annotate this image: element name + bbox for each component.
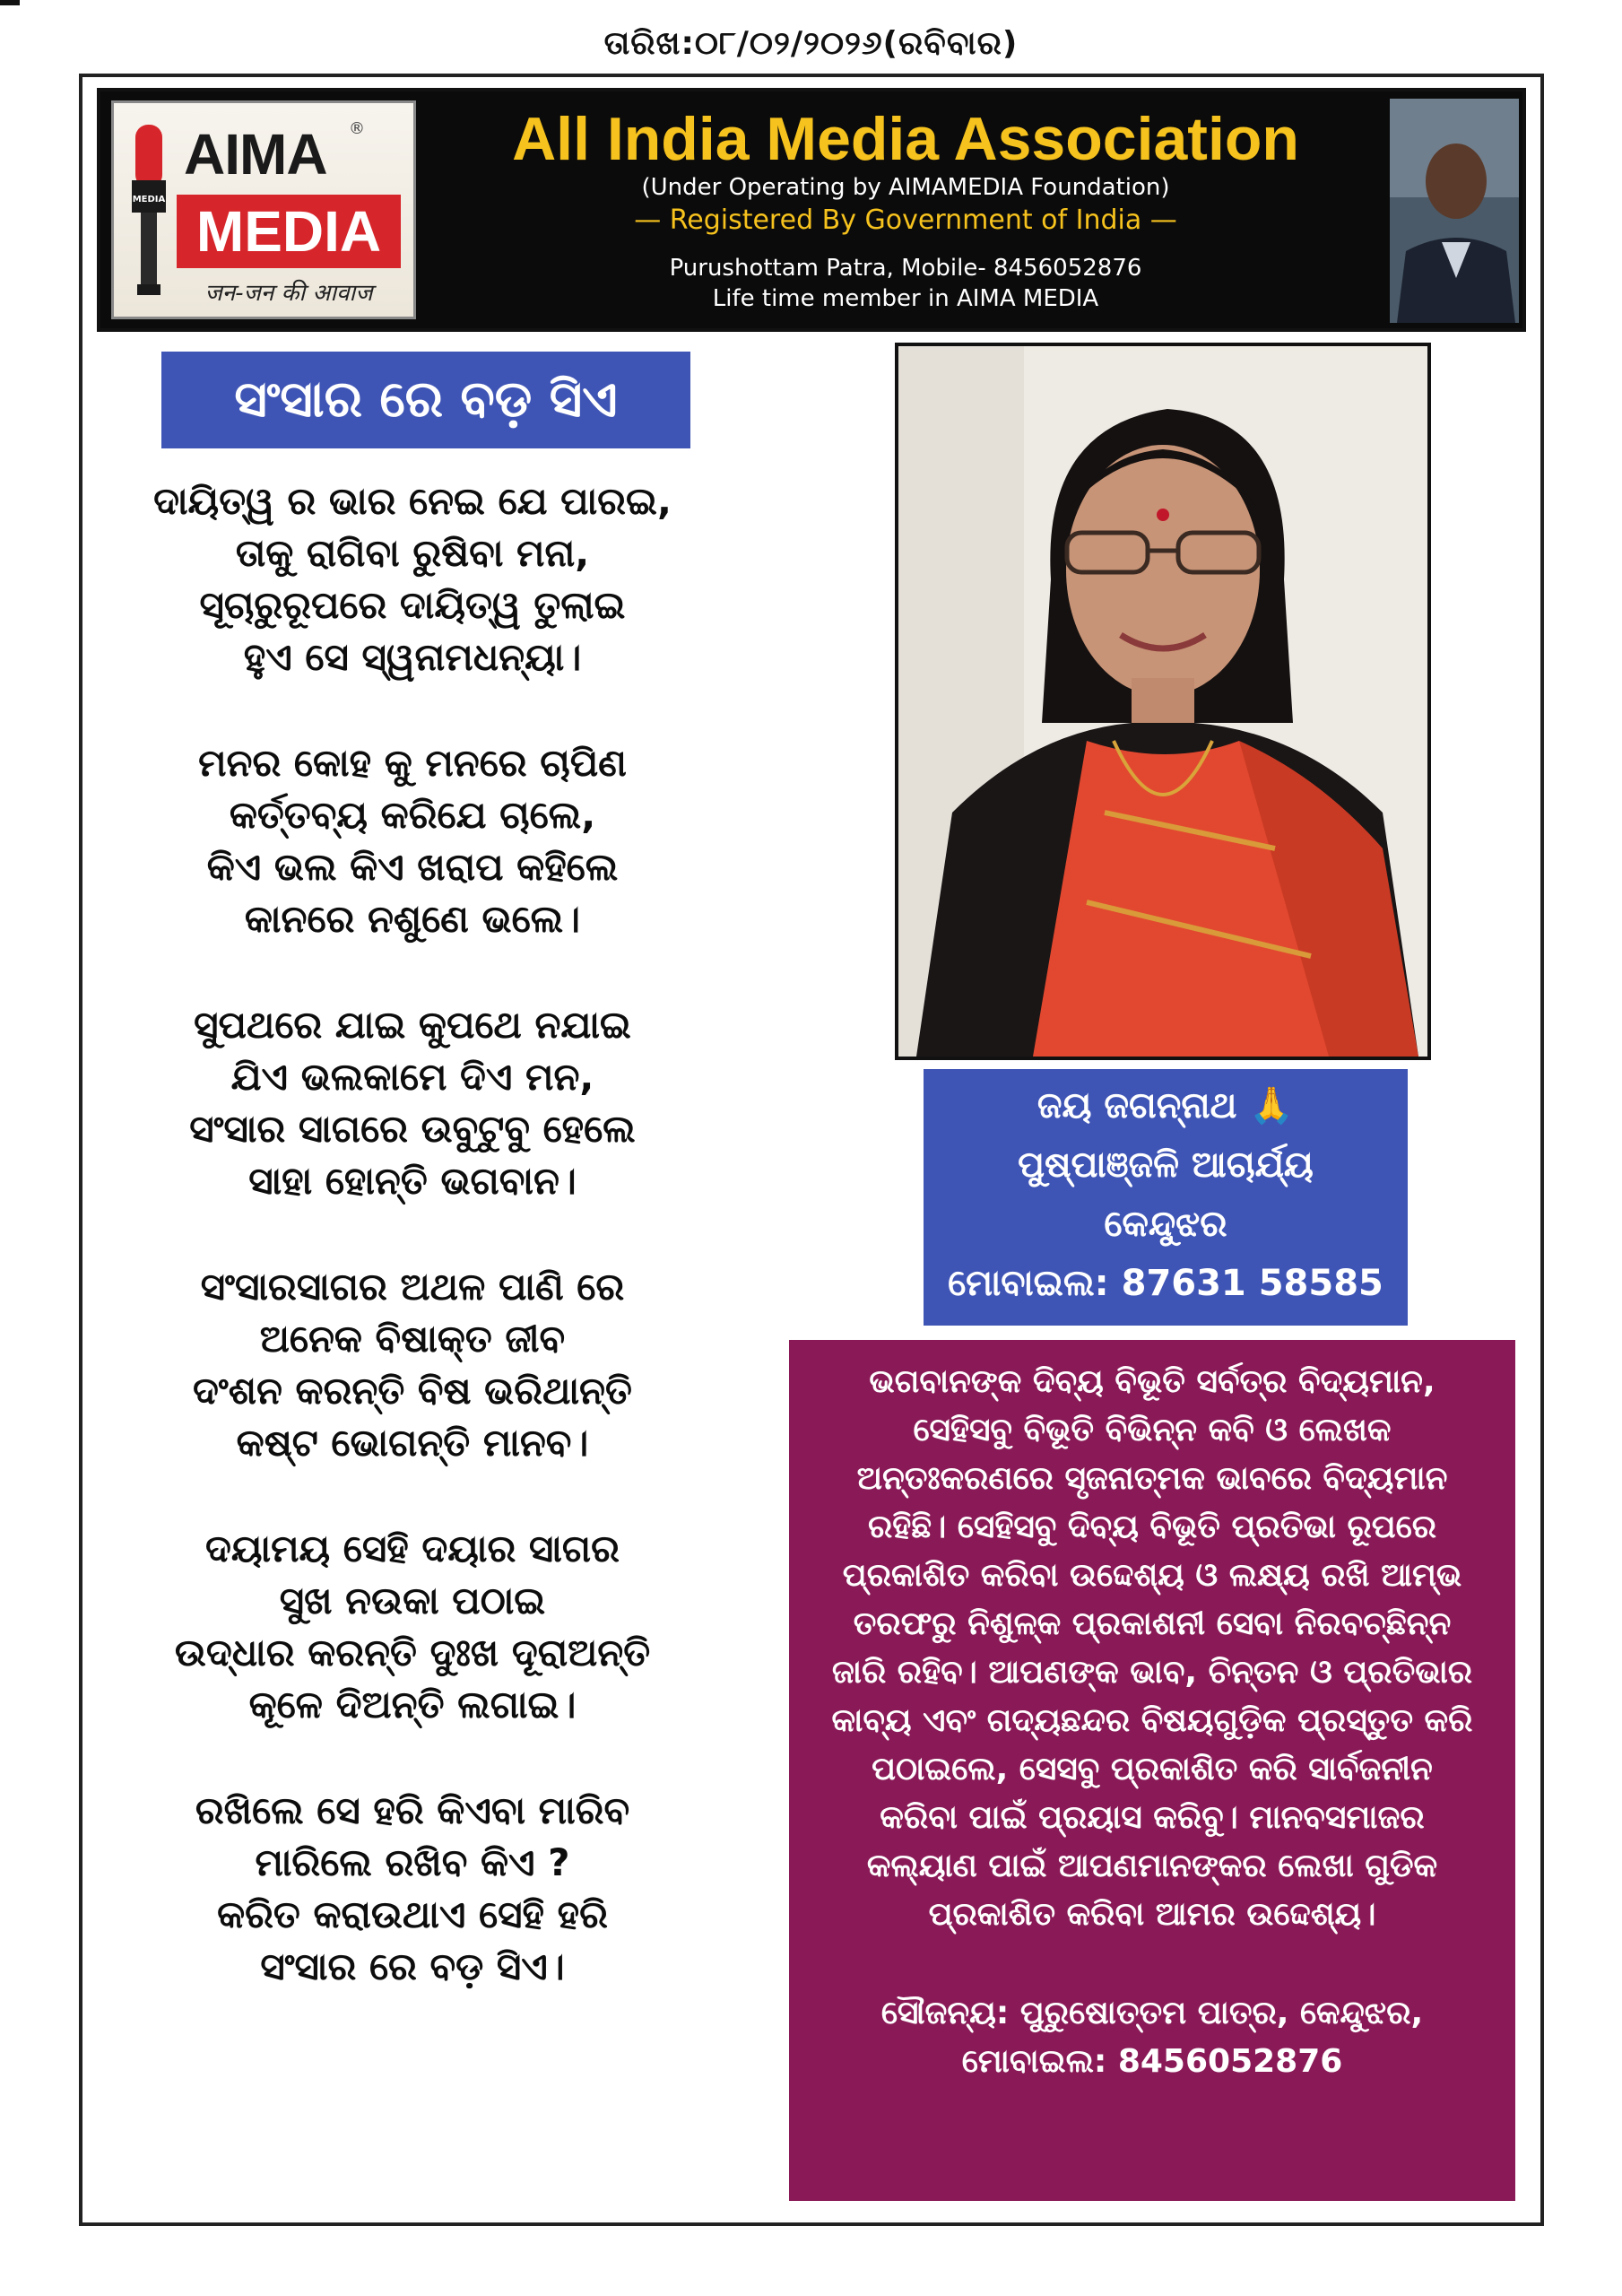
aima-banner [97, 88, 1526, 332]
poem-line: ଅନେକ ବିଷାକ୍ତ ଜୀବ [259, 1317, 566, 1361]
poem-body [108, 475, 717, 2047]
note-spacer [800, 1939, 1505, 1989]
poem-stanza-4 [108, 1261, 717, 1469]
poem-line: ସୁଖ ନଉକା ପଠାଇ [279, 1578, 546, 1622]
date-header: ତାରିଖ:୦୮/୦୨/୨୦୨୬(ରବିବାର) [603, 25, 1019, 62]
registered-mark: ® [349, 119, 365, 138]
org-member-line: Purushottam Patra, Mobile- 8456052876 [669, 255, 1142, 282]
corner-mark [0, 0, 20, 5]
logo-aima-text: AIMA [184, 122, 327, 187]
poem-line: ସଂସାର ରେ ବଡ଼ ସିଏ। [260, 1944, 565, 1988]
poem-line: ଦଂଶନ କରନ୍ତି ବିଷ ଭରିଥାନ୍ତି [193, 1369, 632, 1413]
poem-line: ସାହା ହୋନ୍ତି ଭଗବାନ। [248, 1159, 577, 1203]
note-line: କରିବା ପାଇଁ ପ୍ରୟାସ କରିବୁ। ମାନବସମାଜର [880, 1799, 1425, 1836]
note-line: ତରଫରୁ ନିଶୁଳ୍କ ପ୍ରକାଶନୀ ସେବା ନିରବଚ୍ଛିନ୍ନ [853, 1605, 1452, 1642]
poem-stanza-2 [108, 737, 717, 945]
logo-tagline: जन-जन की आवाज [204, 280, 373, 307]
note-courtesy: ସୌଜନ୍ୟ: ପୁରୁଷୋତ୍ତମ ପାତ୍ର, କେନ୍ଦୁଝର, [880, 1995, 1424, 2031]
poem-line: ତାକୁ ରାଗିବା ରୁଷିବା ମନା, [235, 531, 590, 575]
microphone-icon [128, 121, 169, 300]
poem-title: ସଂସାର ରେ ବଡ଼ ସିଏ [161, 352, 690, 448]
logo-media-text: MEDIA [177, 195, 401, 268]
note-line: କାବ୍ୟ ଏବଂ ଗଦ୍ୟଛନ୍ଦର ବିଷୟଗୁଡ଼ିକ ପ୍ରସ୍ତୁତ କରି [831, 1702, 1473, 1739]
author-info-box [924, 1069, 1408, 1326]
poem-line: ରଖିଲେ ସେ ହରି କିଏବା ମାରିବ [195, 1788, 630, 1832]
author-portrait [895, 343, 1431, 1060]
poem-line: ସୁପଥରେ ଯାଇ କୁପଥେ ନଯାଇ [194, 1003, 631, 1047]
poem-line: କୂଳେ ଦିଅନ୍ତି ଲଗାଇ। [248, 1683, 577, 1726]
poem-stanza-1 [108, 475, 717, 683]
note-line: ରହିଛି। ସେହିସବୁ ଦିବ୍ୟ ବିଭୂତି ପ୍ରତିଭା ରୂପରେ [867, 1509, 1437, 1545]
poem-line: ସଂସାର ସାଗରେ ଉବୁଟୁବୁ ହେଲେ [189, 1107, 636, 1151]
poem-line: କିଏ ଭଲ କିଏ ଖରାପ କହିଲେ [206, 845, 619, 889]
member-photo [1390, 99, 1519, 323]
poem-line: କାନରେ ନଶୁଣେ ଭଲେ। [244, 897, 581, 941]
mic-label: MEDIA [132, 195, 166, 204]
poem-line: ସୂଚାରୁରୂପରେ ଦାୟିତ୍ୱ ତୁଲାଇ [199, 583, 626, 627]
poem-stanza-3 [108, 999, 717, 1207]
note-line: ପ୍ରକାଶିତ କରିବା ଉଦ୍ଦେଶ୍ୟ ଓ ଲକ୍ଷ୍ୟ ରଖି ଆମ୍ଭ [842, 1557, 1462, 1594]
poem-line: ସଂସାରସାଗର ଅଥଳ ପାଣି ରେ [200, 1265, 625, 1309]
poem-stanza-6 [108, 1785, 717, 1993]
note-line: ଜାରି ରହିବ। ଆପଣଙ୍କ ଭାବ, ଚିନ୍ତନ ଓ ପ୍ରତିଭାର [831, 1654, 1473, 1691]
note-line: ଅନ୍ତଃକରଣରେ ସୃଜନାତ୍ମକ ଭାବରେ ବିଦ୍ୟମାନ [856, 1460, 1448, 1497]
note-courtesy-mobile: ମୋବାଇଲ: 8456052876 [961, 2043, 1343, 2080]
org-subtitle: (Under Operating by AIMAMEDIA Foundation) [641, 174, 1170, 201]
publisher-note [789, 1340, 1515, 2201]
poem-line: ଦାୟିତ୍ୱ ର ଭାର ନେଇ ଯେ ପାରଇ, [153, 479, 672, 523]
author-mobile: ମୋବାଇଲ: 87631 58585 [948, 1263, 1383, 1304]
poem-line: ମନର କୋହ କୁ ମନରେ ଚାପିଣ [198, 741, 627, 785]
note-line: ପ୍ରକାଶିତ କରିବା ଆମର ଉଦ୍ଦେଶ୍ୟ। [928, 1896, 1376, 1933]
author-name: ପୁଷ୍ପାଞ୍ଜଳି ଆଚାର୍ଯ୍ୟ [1018, 1144, 1314, 1186]
poem-line: ଯିଏ ଭଲକାମେ ଦିଏ ମନ, [230, 1055, 594, 1099]
author-portrait-art [898, 346, 1427, 1057]
org-name: All India Media Association [512, 105, 1299, 173]
poem-line: କର୍ତ୍ତବ୍ୟ କରିଯେ ଚାଲେ, [229, 793, 596, 837]
poem-stanza-5 [108, 1523, 717, 1731]
note-line: ସେହିସବୁ ବିଭୂତି ବିଭିନ୍ନ କବି ଓ ଲେଖକ [913, 1412, 1392, 1448]
poem-line: ମାରିଲେ ରଖିବ କିଏ ? [255, 1840, 570, 1884]
poem-line: କରିତ କରାଉଥାଏ ସେହି ହରି [217, 1892, 608, 1936]
author-place: କେନ୍ଦୁଝର [1104, 1204, 1227, 1245]
poem-line: ଦୟାମୟ ସେହି ଦୟାର ସାଗର [205, 1526, 620, 1570]
note-line: ଭଗବାନଙ୍କ ଦିବ୍ୟ ବିଭୂତି ସର୍ବତ୍ର ବିଦ୍ୟମାନ, [869, 1363, 1436, 1400]
note-line: କଲ୍ୟାଣ ପାଇଁ ଆପଣମାନଙ୍କର ଲେଖା ଗୁଡିକ [866, 1848, 1438, 1884]
aima-media-logo [111, 100, 416, 319]
poem-line: ଉଦ୍ଧାର କରନ୍ତି ଦୁଃଖ ଦୂରାଅନ୍ତି [174, 1631, 651, 1674]
poem-line: ହୁଏ ସେ ସ୍ୱନାମଧନ୍ୟା। [243, 635, 582, 679]
org-lifetime-line: Life time member in AIMA MEDIA [712, 285, 1099, 312]
note-line: ପଠାଇଲେ, ସେସବୁ ପ୍ରକାଶିତ କରି ସାର୍ବଜନୀନ [872, 1751, 1433, 1787]
author-greeting: ଜୟ ଜଗନ୍ନାଥ 🙏 [1037, 1085, 1295, 1126]
poem-line: କଷ୍ଟ ଭୋଗନ୍ତି ମାନବ। [236, 1421, 589, 1465]
org-registered-line: — Registered By Government of India — [634, 204, 1177, 236]
